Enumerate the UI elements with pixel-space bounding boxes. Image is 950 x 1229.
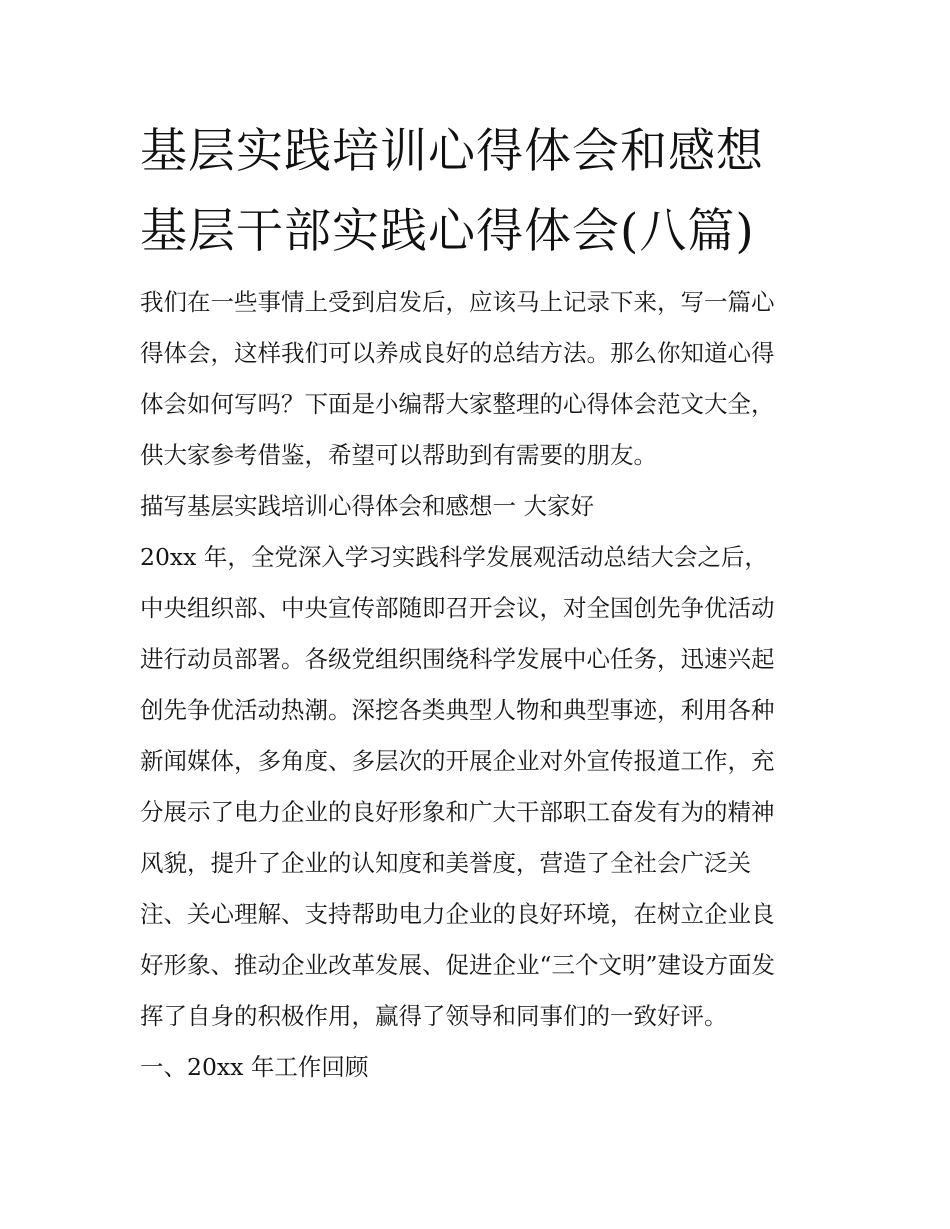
paragraph-line-4: 创先争优活动热潮。深挖各类典型人物和典型事迹，利用各种: [140, 696, 775, 724]
document-body: [140, 277, 830, 1093]
paragraph-line-7: 风貌，提升了企业的认知度和美誉度，营造了全社会广泛关: [140, 849, 751, 877]
section-heading: 描写基层实践培训心得体会和感想一 大家好: [140, 492, 594, 520]
intro-line-3: 体会如何写吗？下面是小编帮大家整理的心得体会范文大全，: [140, 390, 775, 418]
paragraph-line-2: 中央组织部、中央宣传部随即召开会议，对全国创先争优活动: [140, 594, 775, 622]
subsection-heading: 一、20xx 年工作回顾: [140, 1053, 369, 1081]
paragraph-line-5: 新闻媒体，多角度、多层次的开展企业对外宣传报道工作，充: [140, 747, 775, 775]
paragraph-line-1: 20xx 年，全党深入学习实践科学发展观活动总结大会之后，: [140, 543, 768, 571]
paragraph-line-3: 进行动员部署。各级党组织围绕科学发展中心任务，迅速兴起: [140, 645, 775, 673]
title-line-2: 基层干部实践心得体会(八篇): [140, 204, 755, 259]
intro-line-1: 我们在一些事情上受到启发后，应该马上记录下来，写一篇心: [140, 288, 775, 316]
document-title: [140, 112, 840, 272]
intro-line-2: 得体会，这样我们可以养成良好的总结方法。那么你知道心得: [140, 339, 775, 367]
paragraph-line-8: 注、关心理解、支持帮助电力企业的良好环境，在树立企业良: [140, 900, 775, 928]
paragraph-line-9: 好形象、推动企业改革发展、促进企业“三个文明”建设方面发: [140, 951, 776, 979]
paragraph-line-6: 分展示了电力企业的良好形象和广大干部职工奋发有为的精神: [140, 798, 775, 826]
title-line-1: 基层实践培训心得体会和感想: [140, 124, 764, 179]
intro-line-4: 供大家参考借鉴，希望可以帮助到有需要的朋友。: [140, 441, 657, 469]
paragraph-line-10: 挥了自身的积极作用，赢得了领导和同事们的一致好评。: [140, 1002, 728, 1030]
